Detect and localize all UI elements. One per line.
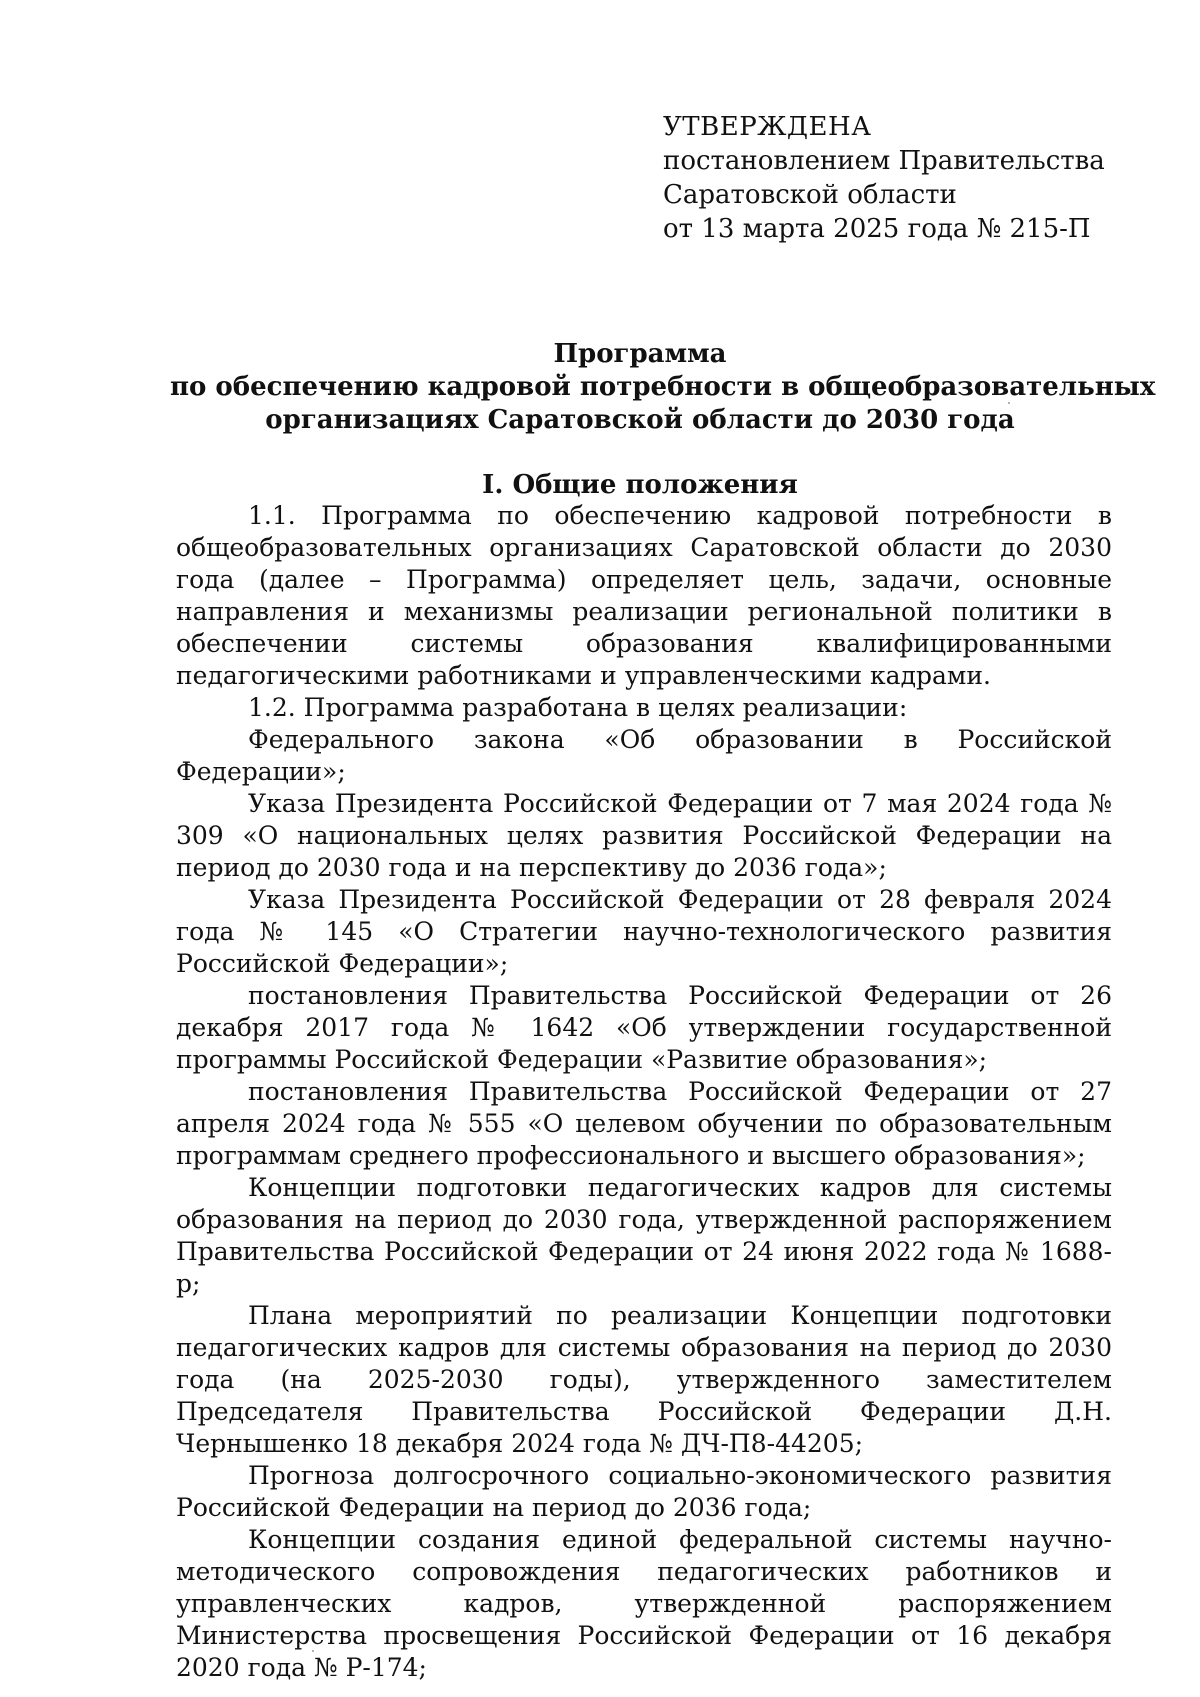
approval-heading: УТВЕРЖДЕНА [663, 112, 872, 142]
document-body [176, 500, 1112, 1684]
approval-stamp-block [663, 110, 1105, 246]
list-item-forecast: Прогноза долгосрочного социально-экономического развития Российской Федерации на период до 2036 года; [176, 1461, 1112, 1522]
document-title-line-1: Программа [553, 339, 727, 369]
paragraph-1-2: 1.2. Программа разработана в целях реализации: [248, 693, 908, 722]
list-item-resolution-555: постановления Правительства Российской Федерации от 27 апреля 2024 года № 555 «О целевом обучении по образовательным программам среднего профессионального и высшего образования»; [176, 1077, 1112, 1170]
document-title-line-3: организациях Саратовской области до 2030 года [265, 405, 1015, 435]
list-item-federal-law: Федерального закона «Об образовании в Российской Федерации»; [176, 725, 1112, 786]
document-title [170, 338, 1156, 437]
scan-speck [1008, 402, 1010, 404]
section-heading: I. Общие положения [482, 470, 798, 500]
list-item-action-plan: Плана мероприятий по реализации Концепции подготовки педагогических кадров для системы образования на период до 2030 года (на 2025-2030 годы), утвержденного заместителем Председателя Правительства Российской Федерации Д.Н. Чернышенко 18 декабря 2024 года № ДЧ-П8-44205; [176, 1301, 1112, 1458]
list-item-decree-145: Указа Президента Российской Федерации от 28 февраля 2024 года № 145 «О Стратегии научно-технологического развития Российской Федерации»; [176, 885, 1112, 978]
approval-issuer-line: постановлением Правительства [663, 146, 1105, 176]
paragraph-1-1: 1.1. Программа по обеспечению кадровой потребности в общеобразовательных организациях Саратовской области до 2030 года (далее – Программа) определяет цель, задачи, основные направления и механизмы реализации региональной политики в обеспечении системы образования квалифицированными педагогическими работниками и управленческими кадрами. [176, 501, 1112, 690]
document-title-line-2: по обеспечению кадровой потребности в общеобразовательных [170, 372, 1156, 402]
list-item-concept-1688: Концепции подготовки педагогических кадров для системы образования на период до 2030 года, утвержденной распоряжением Правительства Российской Федерации от 24 июня 2022 года № 1688-р; [176, 1173, 1112, 1298]
list-item-concept-r174: Концепции создания единой федеральной системы научно-методического сопровождения педагогических работников и управленческих кадров, утвержденной распоряжением Министерства просвещения Российской Федерации от 16 декабря 2020 года № Р-174; [176, 1525, 1112, 1682]
list-item-resolution-1642: постановления Правительства Российской Федерации от 26 декабря 2017 года № 1642 «Об утверждении государственной программы Российской Федерации «Развитие образования»; [176, 981, 1112, 1074]
scan-speck [312, 1650, 314, 1652]
approval-date-number-line: от 13 марта 2025 года № 215-П [663, 214, 1091, 244]
list-item-decree-309: Указа Президента Российской Федерации от 7 мая 2024 года № 309 «О национальных целях развития Российской Федерации на период до 2030 года и на перспективу до 2036 года»; [176, 789, 1112, 882]
approval-region-line: Саратовской области [663, 180, 957, 210]
